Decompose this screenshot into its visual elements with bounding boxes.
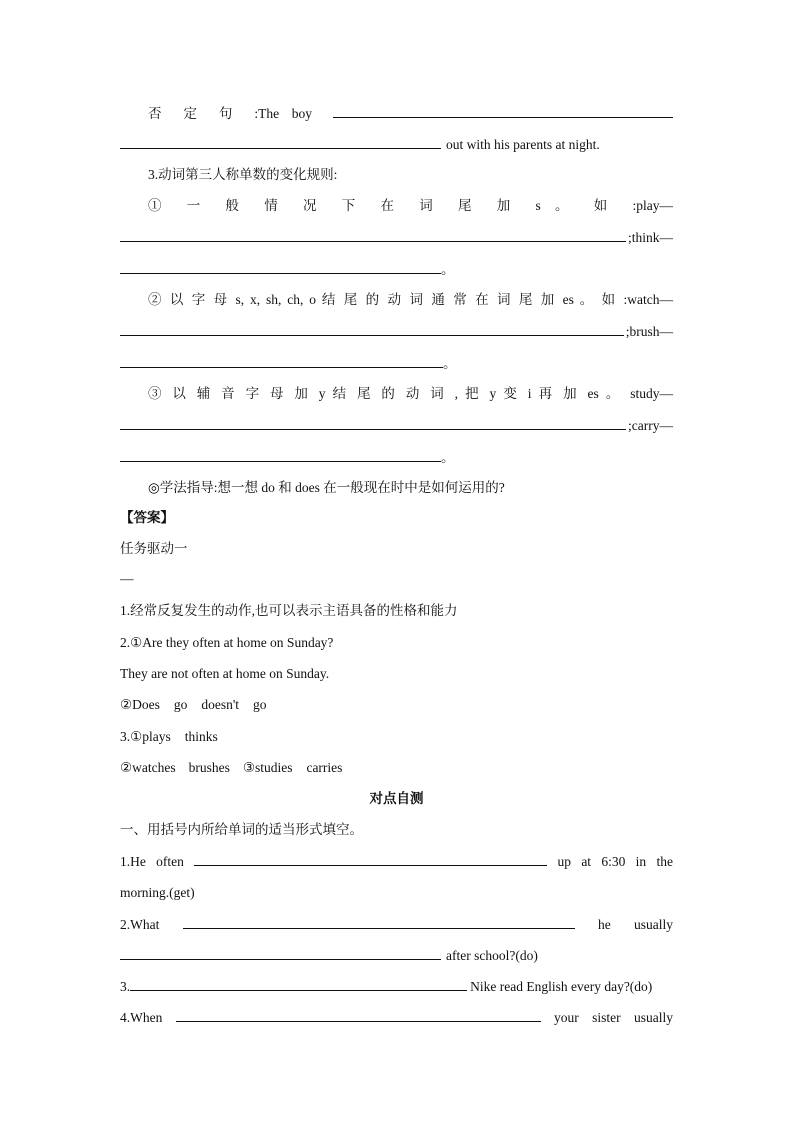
rule3-end-line [120,448,673,466]
task-title: 任务驱动一 [120,541,188,556]
question-4-word: sister [592,1010,621,1025]
question-2-word: usually [633,917,673,932]
question-1-continuation: morning.(get) [120,885,195,900]
question-2-continuation: after school?(do) [446,948,538,963]
self-test-title: 对点自测 [369,791,424,806]
rule3-study-blank [120,416,626,430]
answer-3-words-1 [120,728,673,746]
question-1-blank [194,852,547,866]
answer-word: ③studies [242,760,293,775]
rule3-carry-blank [120,448,441,462]
question-4-word: your [554,1010,579,1025]
rule3-text: ③ 以 辅 音 字 母 加 y 结 尾 的 动 词 , 把 y 变 i 再 加 es 。 study— [148,386,673,401]
negative-sentence-continuation: out with his parents at night. [446,137,600,152]
answer-word: thinks [184,729,218,744]
question-1-word: at [581,854,592,869]
rule3-second-word: ;carry— [628,418,673,433]
question-2-blank-2 [120,946,441,960]
question-4-word: 4.When [120,1010,163,1025]
study-tip: ◎学法指导:想一想 do 和 does 在一般现在时中是如何运用的? [148,480,505,495]
question-3-text: Nike read English every day?(do) [470,979,653,994]
rule2-watch-blank [120,322,624,336]
part-mark: — [120,571,134,586]
question-3-blank [130,977,467,991]
answer-3-words-2 [120,759,673,777]
rule2-end-mark: 。 [443,356,457,371]
answer-word: go [173,697,188,712]
negative-sentence-continuation-line [120,135,673,153]
answer-word: brushes [188,760,230,775]
negative-sentence-blank [333,104,673,118]
answers-heading: 【答案】 [120,510,174,525]
rule1-text: ① 一 般 情 况 下 在 词 尾 加 s 。 如 :play— [148,198,673,213]
negative-sentence-line [148,104,673,122]
rule2-end-line [120,354,673,372]
negative-sentence-blank-2 [120,135,441,149]
question-2-blank [183,915,575,929]
answer-word: go [253,697,267,712]
answer-word: 3.①plays [120,729,171,744]
question-4-word: usually [633,1010,673,1025]
question-1-word: 1.He [120,854,146,869]
question-2-continuation-line [120,946,673,964]
question-2-word: he [597,917,611,932]
rule3-end-mark: 。 [441,450,455,465]
question-3-line [120,977,673,995]
question-2-line [120,915,673,933]
answer-2-negative: They are not often at home on Sunday. [120,666,330,681]
answer-2-words [120,696,673,714]
answer-word: ②Does [120,697,160,712]
rule2-blank-line [120,322,673,340]
answer-word: doesn't [201,697,240,712]
rule1-think-blank [120,260,441,274]
answer-2-question: 2.①Are they often at home on Sunday? [120,635,334,650]
question-1-word: in [635,854,647,869]
rules-heading: 3.动词第三人称单数的变化规则: [148,167,338,182]
answer-word: ②watches [120,760,176,775]
question-1-line [120,852,673,870]
question-1-word: often [156,854,184,869]
rule1-blank-line [120,228,673,246]
rule1-second-word: ;think— [627,230,673,245]
question-1-word: 6:30 [601,854,626,869]
question-4-line [120,1008,673,1026]
rule1-end-mark: 。 [441,262,455,277]
rule1-play-blank [120,228,626,242]
rule2-brush-blank [120,354,443,368]
answer-word: carries [306,760,343,775]
question-4-blank [176,1008,541,1022]
question-3-number: 3. [120,979,131,994]
question-1-word: up [557,854,572,869]
rule3-blank-line [120,416,673,434]
rule1-end-line [120,260,673,278]
answer-1: 1.经常反复发生的动作,也可以表示主语具备的性格和能力 [120,603,458,618]
question-2-word: 2.What [120,917,160,932]
question-1-word: the [656,854,673,869]
rule2-second-word: ;brush— [625,324,673,339]
rule2-text: ② 以 字 母 s, x, sh, ch, o 结 尾 的 动 词 通 常 在 词 尾 加 es 。 如 :watch— [148,292,673,307]
self-test-instruction: 一、用括号内所给单词的适当形式填空。 [120,822,363,837]
negative-sentence-prompt: 否 定 句 :The boy [148,106,312,121]
